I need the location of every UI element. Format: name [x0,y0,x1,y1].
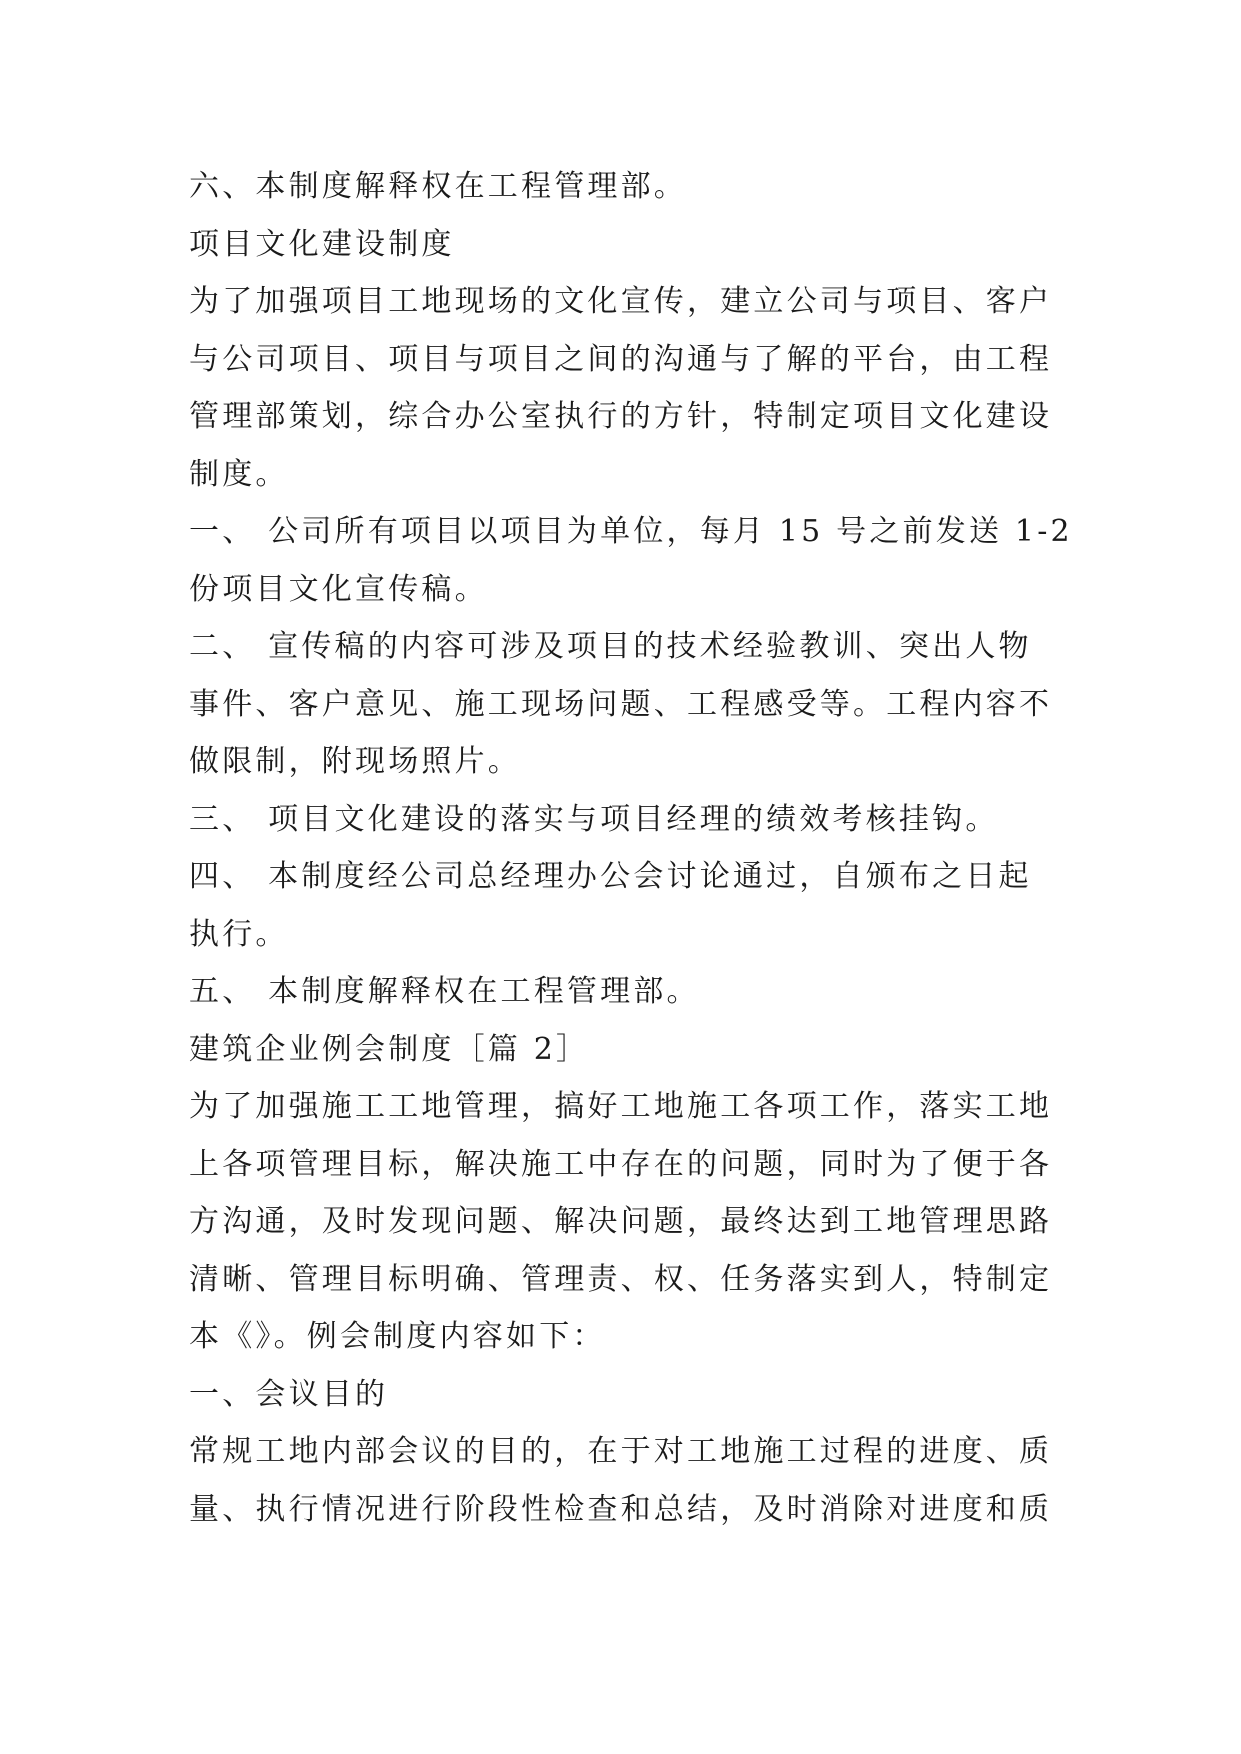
document-body [189,158,1073,1538]
text-line: 二、 宣传稿的内容可涉及项目的技术经验教训、突出人物 [189,629,1032,664]
text-line: 与公司项目、项目与项目之间的沟通与了解的平台，由工程 [189,341,1053,377]
text-line: 份项目文化宣传稿。 [189,571,488,607]
text-line: 上各项管理目标，解决施工中存在的问题，同时为了便于各 [189,1146,1053,1182]
text-line: 六、本制度解释权在工程管理部。 [189,169,687,204]
text-line: 事件、客户意见、施工现场问题、工程感受等。工程内容不 [189,686,1053,722]
text-line: 制度。 [189,456,289,492]
text-line: 本《》。例会制度内容如下： [189,1319,606,1354]
text-line: 执行。 [189,916,289,952]
text-line: 方沟通，及时发现问题、解决问题，最终达到工地管理思路 [189,1204,1053,1239]
section-heading: 项目文化建设制度 [189,226,455,262]
text-line: 为了加强项目工地现场的文化宣传，建立公司与项目、客户 [189,284,1053,319]
text-line: 四、 本制度经公司总经理办公会讨论通过，自颁布之日起 [189,859,1032,894]
text-line: 做限制，附现场照片。 [189,744,521,779]
text-line: 五、 本制度解释权在工程管理部。 [189,974,700,1009]
section-heading: 一、会议目的 [189,1376,389,1412]
text-line: 常规工地内部会议的目的，在于对工地施工过程的进度、质 [189,1434,1053,1469]
text-line: 管理部策划，综合办公室执行的方针，特制定项目文化建设 [189,399,1053,434]
section-heading: 建筑企业例会制度［篇 2］ [189,1031,590,1067]
text-line: 一、 公司所有项目以项目为单位，每月 15 号之前发送 1-2 [189,514,1073,549]
text-line: 为了加强施工工地管理，搞好工地施工各项工作，落实工地 [189,1089,1053,1124]
text-line: 清晰、管理目标明确、管理责、权、任务落实到人，特制定 [189,1261,1053,1297]
text-line: 三、 项目文化建设的落实与项目经理的绩效考核挂钩。 [189,801,999,837]
text-line: 量、执行情况进行阶段性检查和总结，及时消除对进度和质 [189,1491,1053,1527]
